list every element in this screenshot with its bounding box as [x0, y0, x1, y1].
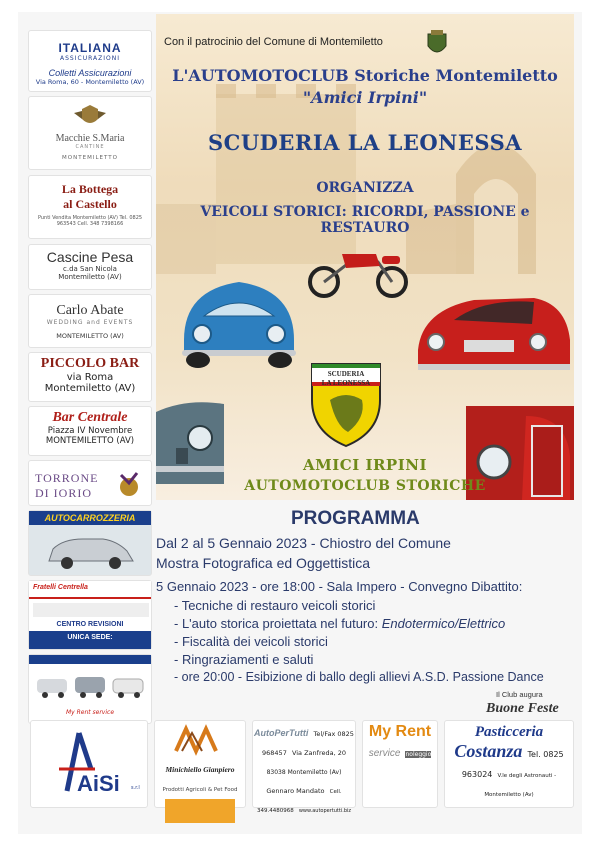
carlo-town: MONTEMILETTO (AV) — [56, 332, 124, 340]
torrone-line2: DI IORIO — [35, 486, 92, 500]
carlo-name: Carlo Abate — [56, 303, 124, 318]
autopertutti-logo: AutoPerTutti — [254, 728, 309, 738]
sponsor-macchie — [28, 96, 152, 170]
italiana-sub: ASSICURAZIONI — [60, 55, 120, 62]
program-item-2: - L'auto storica proiettata nel futuro: Endotermico/Elettrico — [174, 616, 506, 631]
sponsor-autopertutti — [252, 720, 356, 814]
sponsor-bar-centrale — [28, 406, 152, 456]
autopertutti-cell: Cell. 349.4480968 — [256, 789, 342, 814]
blue-beetle-car-icon — [174, 260, 304, 370]
red-motorcycle-icon — [306, 242, 410, 302]
minichiello-logo-icon — [172, 725, 228, 753]
greeting-line2: Buone Feste — [486, 701, 559, 716]
amici-irpini-text: AMICI IRPINI — [303, 456, 427, 474]
myrent-tag: noleggio — [405, 751, 432, 758]
automotoclub-storiche-text: AUTOMOTOCLUB STORICHE — [244, 478, 486, 494]
municipal-crest-icon — [426, 30, 448, 58]
macchie-town: MONTEMILETTO — [62, 155, 118, 161]
pasticceria-address: V.le degli Astronauti - Montemiletto (Av) — [484, 773, 557, 798]
piccolo-town: Montemiletto (AV) — [44, 383, 136, 394]
car-icon — [43, 529, 139, 573]
scuderia-title: SCUDERIA LA LEONESSA — [207, 130, 523, 155]
italiana-address: Via Roma, 60 - Montemiletto (AV) — [35, 78, 145, 86]
badge-line1: SCUDERIA — [327, 370, 365, 378]
sponsor-fratelli-centrella — [28, 580, 152, 650]
carlo-sub: WEDDING and EVENTS — [46, 319, 134, 326]
centrale-name: Bar Centrale — [52, 410, 128, 425]
program-item-4: - Ringraziamenti e saluti — [174, 652, 314, 667]
minichiello-name: Minichiello Gianpiero — [165, 765, 235, 774]
centrale-street: Piazza IV Novembre — [47, 426, 133, 436]
bottega-title2: al Castello — [63, 197, 117, 211]
program-item-2-italic: Endotermico/Elettrico — [381, 616, 506, 631]
cascine-address: c.da San Nicola — [63, 265, 117, 273]
piccolo-street: via Roma — [66, 372, 114, 383]
sponsor-myrent — [362, 720, 438, 808]
autopertutti-web: www.autopertutti.biz — [298, 808, 352, 814]
bottega-detail: Punti Vendita Montemiletto (AV) Tel. 0825 963543 Cell. 348 7398166 — [37, 215, 143, 227]
fratelli-sede: UNICA SEDE: — [67, 634, 113, 641]
aisi-suffix: s.r.l — [131, 785, 140, 791]
event-theme: VEICOLI STORICI: RICORDI, PASSIONE e RESTAURO — [200, 204, 530, 236]
cascine-town: Montemiletto (AV) — [58, 273, 122, 281]
program-item-1: - Tecniche di restauro veicoli storici — [174, 598, 376, 613]
autopertutti-person: Gennaro Mandato — [266, 787, 325, 795]
minichiello-sub: Prodotti Agricoli & Pet Food — [162, 787, 238, 793]
autopertutti-tel: Tel/Fax 0825 968457 — [262, 730, 354, 757]
sponsor-minichiello — [154, 720, 246, 808]
piccolo-name: PICCOLO BAR — [40, 356, 140, 371]
autopertutti-street: Via Zanfreda, 20 — [291, 749, 346, 757]
cascine-name: Cascine Pesa — [46, 249, 134, 265]
sponsor-autocarrozzeria — [28, 510, 152, 576]
organizza-text: ORGANIZZA — [316, 180, 414, 196]
program-event: 5 Gennaio 2023 - ore 18:00 - Sala Impero - Convegno Dibattito: — [156, 579, 523, 594]
fleet-icon — [35, 669, 147, 705]
pasticceria-line1: Pasticceria — [474, 724, 544, 740]
sponsor-italiana — [28, 30, 152, 92]
sponsor-bottega — [28, 175, 152, 239]
program-exhibit: Mostra Fotografica ed Oggettistica — [156, 555, 370, 571]
greeting-line1: Il Club augura — [496, 690, 543, 699]
sponsor-cascine — [28, 244, 152, 290]
macchie-sub: CANTINE — [75, 144, 105, 150]
sponsor-piccolo-bar — [28, 352, 152, 402]
italiana-brand: ITALIANA — [58, 41, 122, 55]
club-title: L'AUTOMOTOCLUB Storiche Montemiletto — [172, 66, 558, 85]
sponsor-pasticceria — [444, 720, 574, 808]
macchie-name: Macchie S.Maria — [55, 133, 125, 144]
bottega-title1: La Bottega — [61, 182, 119, 196]
myrent-name: My Rent — [368, 723, 432, 740]
aisi-name: AiSi — [77, 771, 120, 796]
rent-name: My Rent service — [65, 709, 115, 716]
centrale-town: MONTEMILETTO (AV) — [45, 436, 135, 446]
pasticceria-line2: Costanza — [454, 741, 523, 761]
sponsor-rent-cars — [28, 654, 152, 724]
crest-icon — [70, 103, 110, 129]
patronage-text: Con il patrocinio del Comune di Montemiletto — [164, 36, 383, 48]
sponsor-torrone — [28, 460, 152, 506]
autocarrozzeria-name: AUTOCARROZZERIA — [44, 513, 136, 523]
sponsor-aisi — [30, 720, 148, 808]
fratelli-service: CENTRO REVISIONI — [56, 621, 124, 628]
pasticceria-tel: Tel. 0825 963024 — [461, 750, 564, 779]
torrone-line1: TORRONE — [35, 471, 99, 485]
program-item-5: - ore 20:00 - Esibizione di ballo degli allievi A.S.D. Passione Dance — [174, 670, 544, 684]
italiana-agency: Colletti Assicurazioni — [48, 68, 132, 78]
torrone-logo-icon — [115, 469, 143, 499]
fratelli-name: Fratelli Centrella — [33, 584, 88, 591]
club-nickname: "Amici Irpini" — [302, 88, 428, 107]
autopertutti-town: 83038 Montemiletto (Av) — [266, 769, 342, 776]
sponsor-carlo-abate — [28, 294, 152, 348]
badge-line2: LA LEONESSA — [321, 379, 371, 387]
program-item-3: - Fiscalità dei veicoli storici — [174, 634, 328, 649]
event-poster — [156, 14, 574, 500]
program-title: PROGRAMMA — [291, 508, 420, 529]
myrent-sub: service — [368, 748, 401, 759]
program-dates: Dal 2 al 5 Gennaio 2023 - Chiostro del Comune — [156, 535, 451, 551]
